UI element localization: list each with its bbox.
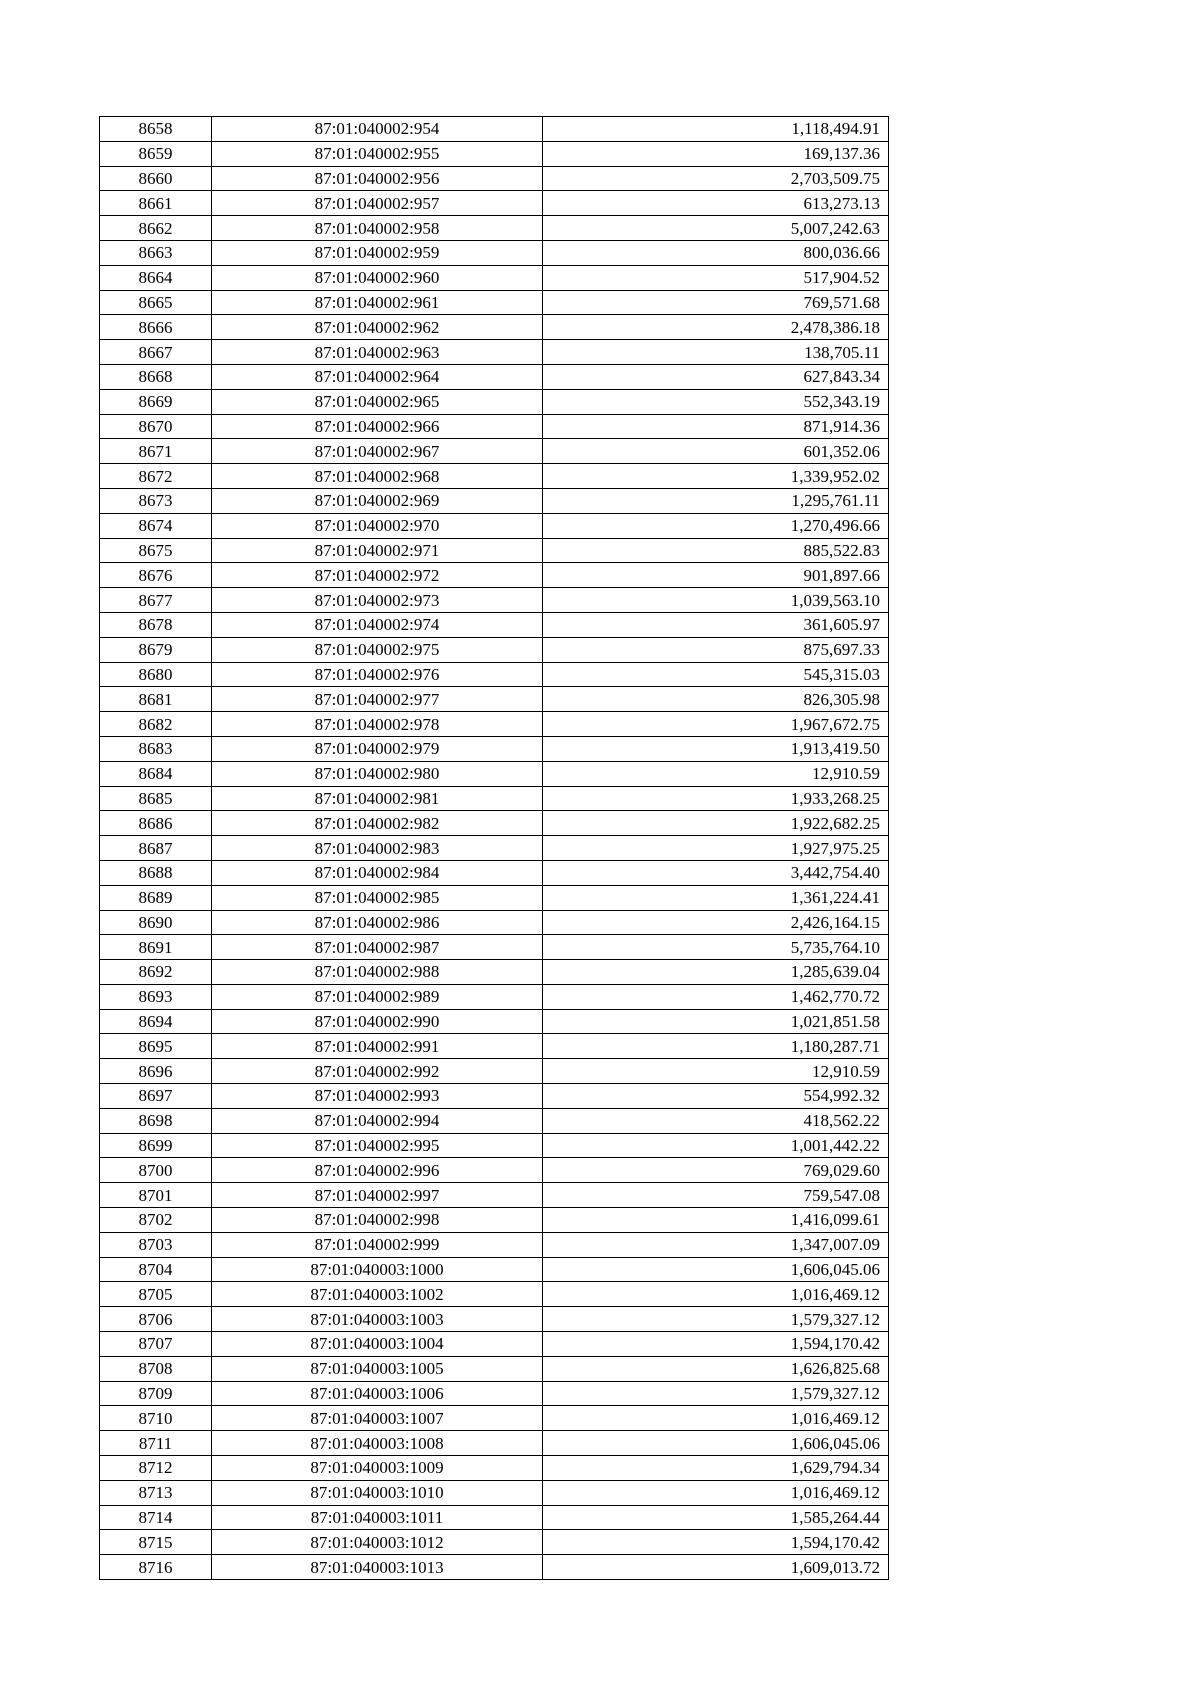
table-row bbox=[100, 1183, 889, 1208]
table-row bbox=[100, 910, 889, 935]
value-cell: 5,735,764.10 bbox=[543, 935, 889, 960]
value-cell: 517,904.52 bbox=[543, 265, 889, 290]
row-number-cell: 8706 bbox=[100, 1307, 212, 1332]
cadastral-number-cell: 87:01:040002:955 bbox=[212, 141, 543, 166]
value-cell: 1,001,442.22 bbox=[543, 1133, 889, 1158]
row-number-cell: 8660 bbox=[100, 166, 212, 191]
row-number-cell: 8711 bbox=[100, 1431, 212, 1456]
cadastral-number-cell: 87:01:040002:959 bbox=[212, 240, 543, 265]
cadastral-number-cell: 87:01:040002:978 bbox=[212, 712, 543, 737]
cadastral-number-cell: 87:01:040003:1002 bbox=[212, 1282, 543, 1307]
table-row bbox=[100, 290, 889, 315]
row-number-cell: 8699 bbox=[100, 1133, 212, 1158]
row-number-cell: 8688 bbox=[100, 860, 212, 885]
row-number-cell: 8664 bbox=[100, 265, 212, 290]
value-cell: 1,594,170.42 bbox=[543, 1332, 889, 1357]
cadastral-number-cell: 87:01:040002:956 bbox=[212, 166, 543, 191]
value-cell: 1,347,007.09 bbox=[543, 1232, 889, 1257]
value-cell: 3,442,754.40 bbox=[543, 860, 889, 885]
cadastral-number-cell: 87:01:040002:982 bbox=[212, 811, 543, 836]
table-row bbox=[100, 488, 889, 513]
value-cell: 1,927,975.25 bbox=[543, 836, 889, 861]
value-cell: 1,585,264.44 bbox=[543, 1505, 889, 1530]
table-row bbox=[100, 1133, 889, 1158]
table-row bbox=[100, 1530, 889, 1555]
table-row bbox=[100, 117, 889, 142]
table-row bbox=[100, 1431, 889, 1456]
cadastral-number-cell: 87:01:040002:969 bbox=[212, 488, 543, 513]
table-row bbox=[100, 1406, 889, 1431]
row-number-cell: 8690 bbox=[100, 910, 212, 935]
table-row bbox=[100, 984, 889, 1009]
row-number-cell: 8716 bbox=[100, 1555, 212, 1580]
table-row bbox=[100, 315, 889, 340]
value-cell: 1,913,419.50 bbox=[543, 736, 889, 761]
row-number-cell: 8695 bbox=[100, 1034, 212, 1059]
cadastral-number-cell: 87:01:040002:992 bbox=[212, 1059, 543, 1084]
value-cell: 885,522.83 bbox=[543, 538, 889, 563]
table-row bbox=[100, 191, 889, 216]
row-number-cell: 8702 bbox=[100, 1208, 212, 1233]
row-number-cell: 8686 bbox=[100, 811, 212, 836]
table-row bbox=[100, 1009, 889, 1034]
value-cell: 1,295,761.11 bbox=[543, 488, 889, 513]
row-number-cell: 8663 bbox=[100, 240, 212, 265]
table-row bbox=[100, 1456, 889, 1481]
cadastral-number-cell: 87:01:040002:980 bbox=[212, 761, 543, 786]
table-row bbox=[100, 1356, 889, 1381]
value-cell: 2,703,509.75 bbox=[543, 166, 889, 191]
row-number-cell: 8708 bbox=[100, 1356, 212, 1381]
table-row bbox=[100, 1282, 889, 1307]
row-number-cell: 8713 bbox=[100, 1480, 212, 1505]
cadastral-number-cell: 87:01:040002:979 bbox=[212, 736, 543, 761]
table-row bbox=[100, 960, 889, 985]
cadastral-number-cell: 87:01:040003:1004 bbox=[212, 1332, 543, 1357]
table-row bbox=[100, 1332, 889, 1357]
row-number-cell: 8668 bbox=[100, 364, 212, 389]
cadastral-number-cell: 87:01:040003:1010 bbox=[212, 1480, 543, 1505]
row-number-cell: 8666 bbox=[100, 315, 212, 340]
value-cell: 1,606,045.06 bbox=[543, 1257, 889, 1282]
value-cell: 1,021,851.58 bbox=[543, 1009, 889, 1034]
cadastral-number-cell: 87:01:040002:991 bbox=[212, 1034, 543, 1059]
cadastral-number-cell: 87:01:040002:965 bbox=[212, 389, 543, 414]
value-cell: 1,967,672.75 bbox=[543, 712, 889, 737]
row-number-cell: 8679 bbox=[100, 637, 212, 662]
table-row bbox=[100, 265, 889, 290]
cadastral-number-cell: 87:01:040002:983 bbox=[212, 836, 543, 861]
value-cell: 769,029.60 bbox=[543, 1158, 889, 1183]
value-cell: 1,629,794.34 bbox=[543, 1456, 889, 1481]
cadastral-number-cell: 87:01:040002:967 bbox=[212, 439, 543, 464]
cadastral-number-cell: 87:01:040002:999 bbox=[212, 1232, 543, 1257]
table-row bbox=[100, 1555, 889, 1580]
value-cell: 1,285,639.04 bbox=[543, 960, 889, 985]
table-row bbox=[100, 166, 889, 191]
cadastral-number-cell: 87:01:040002:996 bbox=[212, 1158, 543, 1183]
row-number-cell: 8658 bbox=[100, 117, 212, 142]
table-row bbox=[100, 1307, 889, 1332]
value-cell: 601,352.06 bbox=[543, 439, 889, 464]
value-cell: 2,426,164.15 bbox=[543, 910, 889, 935]
cadastral-number-cell: 87:01:040002:962 bbox=[212, 315, 543, 340]
table-row bbox=[100, 1208, 889, 1233]
value-cell: 361,605.97 bbox=[543, 612, 889, 637]
value-cell: 1,462,770.72 bbox=[543, 984, 889, 1009]
value-cell: 12,910.59 bbox=[543, 1059, 889, 1084]
table-body bbox=[100, 117, 889, 1580]
table-row bbox=[100, 141, 889, 166]
value-cell: 1,626,825.68 bbox=[543, 1356, 889, 1381]
table-row bbox=[100, 1084, 889, 1109]
value-cell: 552,343.19 bbox=[543, 389, 889, 414]
value-cell: 1,118,494.91 bbox=[543, 117, 889, 142]
cadastral-number-cell: 87:01:040002:972 bbox=[212, 563, 543, 588]
table-row bbox=[100, 885, 889, 910]
table-row bbox=[100, 240, 889, 265]
value-cell: 1,339,952.02 bbox=[543, 464, 889, 489]
value-cell: 1,016,469.12 bbox=[543, 1406, 889, 1431]
cadastral-number-cell: 87:01:040003:1008 bbox=[212, 1431, 543, 1456]
value-cell: 138,705.11 bbox=[543, 340, 889, 365]
cadastral-number-cell: 87:01:040002:977 bbox=[212, 687, 543, 712]
value-cell: 769,571.68 bbox=[543, 290, 889, 315]
row-number-cell: 8680 bbox=[100, 662, 212, 687]
row-number-cell: 8693 bbox=[100, 984, 212, 1009]
row-number-cell: 8692 bbox=[100, 960, 212, 985]
table-row bbox=[100, 389, 889, 414]
value-cell: 627,843.34 bbox=[543, 364, 889, 389]
cadastral-number-cell: 87:01:040003:1000 bbox=[212, 1257, 543, 1282]
cadastral-number-cell: 87:01:040002:984 bbox=[212, 860, 543, 885]
data-table bbox=[99, 116, 889, 1580]
cadastral-number-cell: 87:01:040002:975 bbox=[212, 637, 543, 662]
value-cell: 1,922,682.25 bbox=[543, 811, 889, 836]
table-row bbox=[100, 563, 889, 588]
value-cell: 875,697.33 bbox=[543, 637, 889, 662]
row-number-cell: 8710 bbox=[100, 1406, 212, 1431]
table-row bbox=[100, 1034, 889, 1059]
row-number-cell: 8712 bbox=[100, 1456, 212, 1481]
value-cell: 759,547.08 bbox=[543, 1183, 889, 1208]
value-cell: 613,273.13 bbox=[543, 191, 889, 216]
row-number-cell: 8697 bbox=[100, 1084, 212, 1109]
row-number-cell: 8691 bbox=[100, 935, 212, 960]
cadastral-number-cell: 87:01:040003:1007 bbox=[212, 1406, 543, 1431]
value-cell: 1,579,327.12 bbox=[543, 1307, 889, 1332]
table-row bbox=[100, 414, 889, 439]
value-cell: 826,305.98 bbox=[543, 687, 889, 712]
row-number-cell: 8700 bbox=[100, 1158, 212, 1183]
table-row bbox=[100, 860, 889, 885]
cadastral-number-cell: 87:01:040002:993 bbox=[212, 1084, 543, 1109]
row-number-cell: 8687 bbox=[100, 836, 212, 861]
row-number-cell: 8670 bbox=[100, 414, 212, 439]
cadastral-number-cell: 87:01:040002:958 bbox=[212, 216, 543, 241]
table-row bbox=[100, 1480, 889, 1505]
cadastral-number-cell: 87:01:040002:973 bbox=[212, 588, 543, 613]
row-number-cell: 8662 bbox=[100, 216, 212, 241]
row-number-cell: 8685 bbox=[100, 786, 212, 811]
row-number-cell: 8667 bbox=[100, 340, 212, 365]
row-number-cell: 8698 bbox=[100, 1108, 212, 1133]
value-cell: 554,992.32 bbox=[543, 1084, 889, 1109]
table-row bbox=[100, 216, 889, 241]
cadastral-number-cell: 87:01:040003:1011 bbox=[212, 1505, 543, 1530]
value-cell: 1,606,045.06 bbox=[543, 1431, 889, 1456]
value-cell: 1,361,224.41 bbox=[543, 885, 889, 910]
cadastral-number-cell: 87:01:040002:985 bbox=[212, 885, 543, 910]
cadastral-number-cell: 87:01:040002:997 bbox=[212, 1183, 543, 1208]
table-row bbox=[100, 588, 889, 613]
row-number-cell: 8701 bbox=[100, 1183, 212, 1208]
table-row bbox=[100, 662, 889, 687]
table-row bbox=[100, 712, 889, 737]
cadastral-number-cell: 87:01:040002:954 bbox=[212, 117, 543, 142]
row-number-cell: 8683 bbox=[100, 736, 212, 761]
cadastral-number-cell: 87:01:040002:994 bbox=[212, 1108, 543, 1133]
cadastral-number-cell: 87:01:040002:995 bbox=[212, 1133, 543, 1158]
cadastral-number-cell: 87:01:040003:1005 bbox=[212, 1356, 543, 1381]
table-row bbox=[100, 612, 889, 637]
row-number-cell: 8674 bbox=[100, 513, 212, 538]
row-number-cell: 8694 bbox=[100, 1009, 212, 1034]
table-row bbox=[100, 836, 889, 861]
value-cell: 1,416,099.61 bbox=[543, 1208, 889, 1233]
value-cell: 1,270,496.66 bbox=[543, 513, 889, 538]
value-cell: 871,914.36 bbox=[543, 414, 889, 439]
cadastral-number-cell: 87:01:040003:1003 bbox=[212, 1307, 543, 1332]
row-number-cell: 8678 bbox=[100, 612, 212, 637]
cadastral-number-cell: 87:01:040002:986 bbox=[212, 910, 543, 935]
cadastral-number-cell: 87:01:040003:1012 bbox=[212, 1530, 543, 1555]
value-cell: 1,016,469.12 bbox=[543, 1282, 889, 1307]
row-number-cell: 8672 bbox=[100, 464, 212, 489]
row-number-cell: 8671 bbox=[100, 439, 212, 464]
table-row bbox=[100, 786, 889, 811]
value-cell: 1,933,268.25 bbox=[543, 786, 889, 811]
row-number-cell: 8684 bbox=[100, 761, 212, 786]
cadastral-number-cell: 87:01:040002:998 bbox=[212, 1208, 543, 1233]
row-number-cell: 8715 bbox=[100, 1530, 212, 1555]
value-cell: 2,478,386.18 bbox=[543, 315, 889, 340]
table-row bbox=[100, 364, 889, 389]
row-number-cell: 8661 bbox=[100, 191, 212, 216]
cadastral-number-cell: 87:01:040002:966 bbox=[212, 414, 543, 439]
cadastral-number-cell: 87:01:040002:976 bbox=[212, 662, 543, 687]
row-number-cell: 8703 bbox=[100, 1232, 212, 1257]
row-number-cell: 8682 bbox=[100, 712, 212, 737]
row-number-cell: 8677 bbox=[100, 588, 212, 613]
row-number-cell: 8705 bbox=[100, 1282, 212, 1307]
row-number-cell: 8659 bbox=[100, 141, 212, 166]
value-cell: 169,137.36 bbox=[543, 141, 889, 166]
value-cell: 1,016,469.12 bbox=[543, 1480, 889, 1505]
table-row bbox=[100, 1059, 889, 1084]
value-cell: 1,594,170.42 bbox=[543, 1530, 889, 1555]
table-row bbox=[100, 1158, 889, 1183]
value-cell: 901,897.66 bbox=[543, 563, 889, 588]
row-number-cell: 8696 bbox=[100, 1059, 212, 1084]
row-number-cell: 8681 bbox=[100, 687, 212, 712]
cadastral-number-cell: 87:01:040002:974 bbox=[212, 612, 543, 637]
table-row bbox=[100, 513, 889, 538]
table-row bbox=[100, 439, 889, 464]
value-cell: 5,007,242.63 bbox=[543, 216, 889, 241]
table-row bbox=[100, 1232, 889, 1257]
row-number-cell: 8689 bbox=[100, 885, 212, 910]
row-number-cell: 8709 bbox=[100, 1381, 212, 1406]
cadastral-number-cell: 87:01:040003:1009 bbox=[212, 1456, 543, 1481]
value-cell: 1,579,327.12 bbox=[543, 1381, 889, 1406]
cadastral-number-cell: 87:01:040002:960 bbox=[212, 265, 543, 290]
row-number-cell: 8673 bbox=[100, 488, 212, 513]
table-row bbox=[100, 761, 889, 786]
cadastral-number-cell: 87:01:040002:963 bbox=[212, 340, 543, 365]
table-row bbox=[100, 736, 889, 761]
table-row bbox=[100, 1257, 889, 1282]
row-number-cell: 8707 bbox=[100, 1332, 212, 1357]
value-cell: 12,910.59 bbox=[543, 761, 889, 786]
cadastral-number-cell: 87:01:040002:957 bbox=[212, 191, 543, 216]
cadastral-number-cell: 87:01:040003:1013 bbox=[212, 1555, 543, 1580]
value-cell: 1,039,563.10 bbox=[543, 588, 889, 613]
value-cell: 1,180,287.71 bbox=[543, 1034, 889, 1059]
table-row bbox=[100, 340, 889, 365]
cadastral-number-cell: 87:01:040002:989 bbox=[212, 984, 543, 1009]
cadastral-number-cell: 87:01:040002:970 bbox=[212, 513, 543, 538]
cadastral-number-cell: 87:01:040002:964 bbox=[212, 364, 543, 389]
cadastral-number-cell: 87:01:040002:990 bbox=[212, 1009, 543, 1034]
table-row bbox=[100, 1108, 889, 1133]
cadastral-number-cell: 87:01:040002:988 bbox=[212, 960, 543, 985]
table-row bbox=[100, 538, 889, 563]
row-number-cell: 8704 bbox=[100, 1257, 212, 1282]
row-number-cell: 8675 bbox=[100, 538, 212, 563]
cadastral-number-cell: 87:01:040002:971 bbox=[212, 538, 543, 563]
table-row bbox=[100, 687, 889, 712]
table-row bbox=[100, 464, 889, 489]
cadastral-number-cell: 87:01:040003:1006 bbox=[212, 1381, 543, 1406]
value-cell: 1,609,013.72 bbox=[543, 1555, 889, 1580]
table-row bbox=[100, 1381, 889, 1406]
cadastral-number-cell: 87:01:040002:987 bbox=[212, 935, 543, 960]
cadastral-number-cell: 87:01:040002:981 bbox=[212, 786, 543, 811]
row-number-cell: 8714 bbox=[100, 1505, 212, 1530]
value-cell: 545,315.03 bbox=[543, 662, 889, 687]
table-row bbox=[100, 935, 889, 960]
row-number-cell: 8665 bbox=[100, 290, 212, 315]
row-number-cell: 8669 bbox=[100, 389, 212, 414]
row-number-cell: 8676 bbox=[100, 563, 212, 588]
table-row bbox=[100, 1505, 889, 1530]
cadastral-number-cell: 87:01:040002:961 bbox=[212, 290, 543, 315]
value-cell: 800,036.66 bbox=[543, 240, 889, 265]
table-row bbox=[100, 637, 889, 662]
value-cell: 418,562.22 bbox=[543, 1108, 889, 1133]
table-row bbox=[100, 811, 889, 836]
cadastral-number-cell: 87:01:040002:968 bbox=[212, 464, 543, 489]
